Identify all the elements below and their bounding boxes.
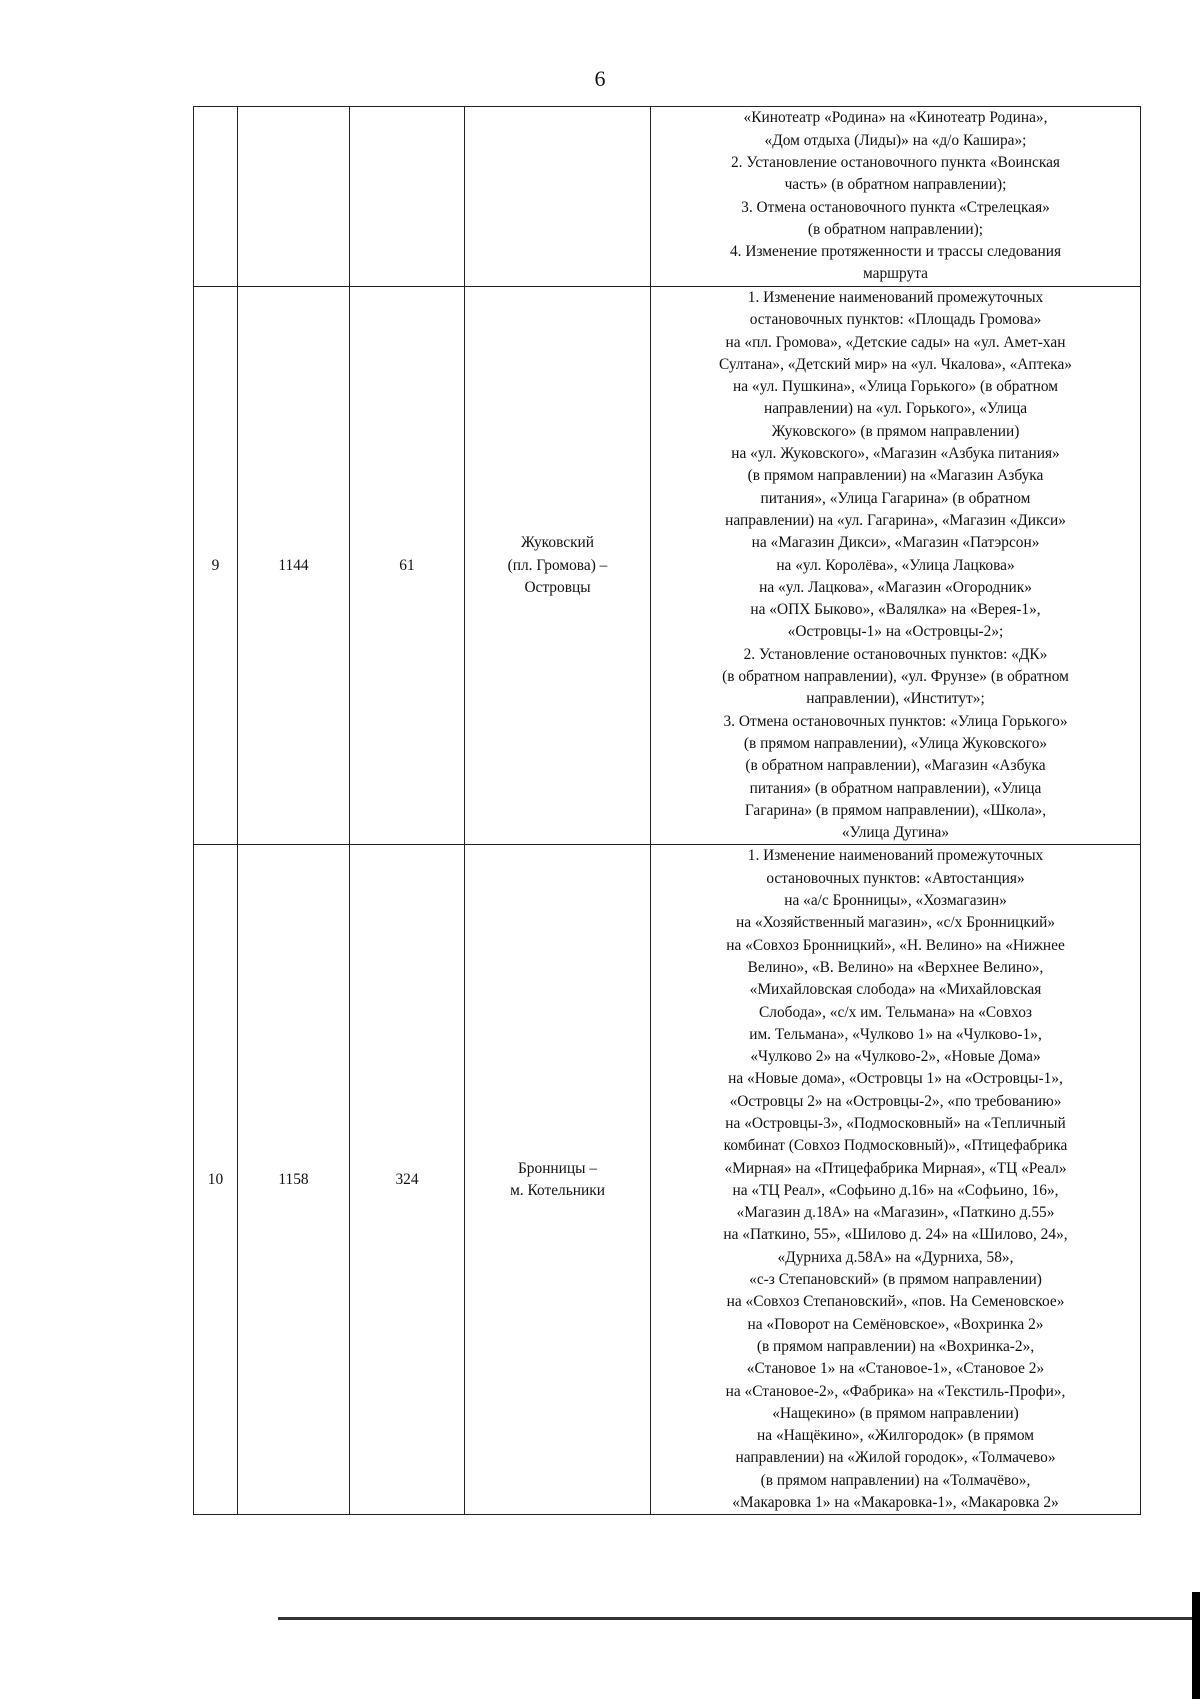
changes-line: 1. Изменение наименований промежуточных — [747, 847, 1044, 865]
changes-line: (в прямом направлении) на «Вохринка-2», — [756, 1337, 1035, 1355]
row-number-cell: 10 — [194, 845, 238, 1515]
changes-line: на «Магазин Дикси», «Магазин «Патэрсон» — [751, 534, 1040, 552]
changes-line: на «Совхоз Степановский», «пов. На Семеновское» — [726, 1293, 1065, 1311]
changes-line: «Островцы 2» на «Островцы-2», «по требованию» — [729, 1092, 1062, 1110]
changes-line: на «Хозяйственный магазин», «с/х Бронницкий» — [735, 914, 1056, 932]
changes-line: «Нащекино» (в прямом направлении) — [772, 1404, 1019, 1422]
changes-line: питания», «Улица Гагарина» (в обратном — [760, 489, 1031, 507]
changes-description-cell — [651, 287, 1141, 845]
changes-line: комбинат (Совхоз Подмосковный)», «Птицефабрика — [723, 1137, 1068, 1155]
changes-line: на «ул. Жуковского», «Магазин «Азбука питания» — [731, 445, 1060, 463]
changes-line: на «Нащёкино», «Жилгородок» (в прямом — [757, 1427, 1034, 1445]
route-name-cell — [465, 287, 651, 845]
page-number: 6 — [594, 66, 606, 91]
changes-line: (в прямом направлении), «Улица Жуковского» — [743, 734, 1048, 752]
changes-line: на «а/с Бронницы», «Хозмагазин» — [784, 892, 1007, 910]
changes-line: на «ул. Королёва», «Улица Лацкова» — [776, 556, 1015, 574]
changes-line: «Магазин д.18А» на «Магазин», «Паткино д.55» — [736, 1204, 1055, 1222]
changes-description-cell — [651, 107, 1141, 287]
changes-line: «с-з Степановский» (в прямом направлении) — [749, 1271, 1042, 1289]
registration-number-cell — [238, 107, 350, 287]
route-name-line: Жуковский — [520, 534, 595, 552]
changes-line: «Улица Дугина» — [841, 824, 950, 842]
route-name-cell — [465, 845, 651, 1515]
changes-line: направлении) на «ул. Гагарина», «Магазин «Дикси» — [725, 511, 1066, 529]
changes-line: направлении) на «Жилой городок», «Толмачево» — [735, 1449, 1056, 1467]
changes-line: Жуковского» (в прямом направлении) — [771, 422, 1020, 440]
changes-line: им. Тельмана», «Чулково 1» на «Чулково-1», — [749, 1025, 1042, 1043]
changes-line: 4. Изменение протяженности и трассы следования — [729, 243, 1062, 261]
route-name-line: Бронницы – — [517, 1159, 598, 1177]
route-name-cell — [465, 107, 651, 287]
table-row — [194, 107, 1141, 287]
changes-line: Султана», «Детский мир» на «ул. Чкалова», «Аптека» — [718, 355, 1072, 373]
changes-line: на «Поворот на Семёновское», «Вохринка 2» — [747, 1315, 1044, 1333]
changes-line: «Кинотеатр «Родина» на «Кинотеатр Родина», — [743, 109, 1048, 127]
changes-line: на «Совхоз Бронницкий», «Н. Велино» на «Нижнее — [726, 936, 1065, 954]
changes-line: «Макаровка 1» на «Макаровка-1», «Макаровка 2» — [732, 1494, 1059, 1512]
changes-line: (в прямом направлении) на «Магазин Азбука — [747, 467, 1044, 485]
changes-line: «Дурниха д.58А» на «Дурниха, 58», — [777, 1248, 1014, 1266]
changes-line: 2. Установление остановочных пунктов: «ДК» — [743, 645, 1048, 663]
changes-line: «Становое 1» на «Становое-1», «Становое 2» — [746, 1360, 1045, 1378]
changes-line: Гагарина» (в прямом направлении), «Школа», — [744, 801, 1047, 819]
changes-line: остановочных пунктов: «Автостанция» — [766, 869, 1025, 887]
changes-line: остановочных пунктов: «Площадь Громова» — [749, 311, 1042, 329]
changes-line: направлении) на «ул. Горького», «Улица — [763, 400, 1028, 418]
changes-line: (в обратном направлении), «ул. Фрунзе» (в обратном — [722, 668, 1069, 686]
changes-line: на «Новые дома», «Островцы 1» на «Островцы-1», — [728, 1070, 1063, 1088]
route-name-line: Островцы — [524, 578, 591, 596]
changes-line: на «Островцы-3», «Подмосковный» на «Тепличный — [725, 1114, 1066, 1132]
changes-line: Велино», «В. Велино» на «Верхнее Велино», — [747, 958, 1044, 976]
route-name-line: м. Котельники — [510, 1181, 605, 1199]
changes-line: на «Становое-2», «Фабрика» на «Текстиль-Профи», — [725, 1382, 1066, 1400]
changes-line: 3. Отмена остановочных пунктов: «Улица Горького» — [723, 712, 1068, 730]
table-row — [194, 845, 1141, 1515]
changes-line: (в обратном направлении); — [807, 220, 984, 238]
changes-line: маршрута — [863, 265, 928, 283]
changes-line: Слобода», «с/х им. Тельмана» на «Совхоз — [759, 1003, 1032, 1021]
scan-edge-shadow — [1192, 1592, 1200, 1699]
changes-line: направлении), «Институт»; — [806, 690, 985, 708]
changes-line: на «ТЦ Реал», «Софьино д.16» на «Софьино, 16», — [732, 1181, 1059, 1199]
changes-line: «Островцы-1» на «Островцы-2»; — [787, 623, 1004, 641]
changes-line: «Михайловская слобода» на «Михайловская — [749, 981, 1042, 999]
changes-line: часть» (в обратном направлении); — [784, 176, 1007, 194]
changes-line: «Мирная» на «Птицефабрика Мирная», «ТЦ «Реал» — [724, 1159, 1067, 1177]
row-number-cell: 9 — [194, 287, 238, 845]
changes-line: питания» (в обратном направлении), «Улица — [749, 779, 1042, 797]
changes-line: на «ул. Пушкина», «Улица Горького» (в обратном — [732, 378, 1059, 396]
table-row — [194, 287, 1141, 845]
route-name-line: (пл. Громова) – — [507, 556, 608, 574]
row-number-cell — [194, 107, 238, 287]
changes-description-cell — [651, 845, 1141, 1515]
registration-number-cell: 1144 — [238, 287, 350, 845]
route-number-cell: 324 — [350, 845, 465, 1515]
changes-line: на «ОПХ Быково», «Валялка» на «Верея-1», — [750, 601, 1041, 619]
changes-line: «Чулково 2» на «Чулково-2», «Новые Дома» — [750, 1048, 1041, 1066]
changes-line: на «Паткино, 55», «Шилово д. 24» на «Шилово, 24», — [723, 1226, 1068, 1244]
changes-line: 1. Изменение наименований промежуточных — [747, 289, 1044, 306]
changes-line: на «пл. Громова», «Детские сады» на «ул. Амет-хан — [725, 333, 1066, 351]
route-number-cell — [350, 107, 465, 287]
changes-line: «Дом отдыха (Лиды)» на «д/о Кашира»; — [764, 131, 1027, 149]
routes-table — [193, 106, 1141, 1515]
changes-line: (в обратном направлении), «Магазин «Азбука — [745, 757, 1046, 775]
registration-number-cell: 1158 — [238, 845, 350, 1515]
routes-table-body — [194, 107, 1141, 1515]
changes-line: 3. Отмена остановочного пункта «Стрелецкая» — [741, 198, 1050, 216]
changes-line: на «ул. Лацкова», «Магазин «Огородник» — [759, 578, 1032, 596]
changes-line: 2. Установление остановочного пункта «Воинская — [730, 153, 1060, 171]
route-number-cell: 61 — [350, 287, 465, 845]
scan-bottom-line — [278, 1617, 1200, 1620]
changes-line: (в прямом направлении) на «Толмачёво», — [760, 1471, 1031, 1489]
